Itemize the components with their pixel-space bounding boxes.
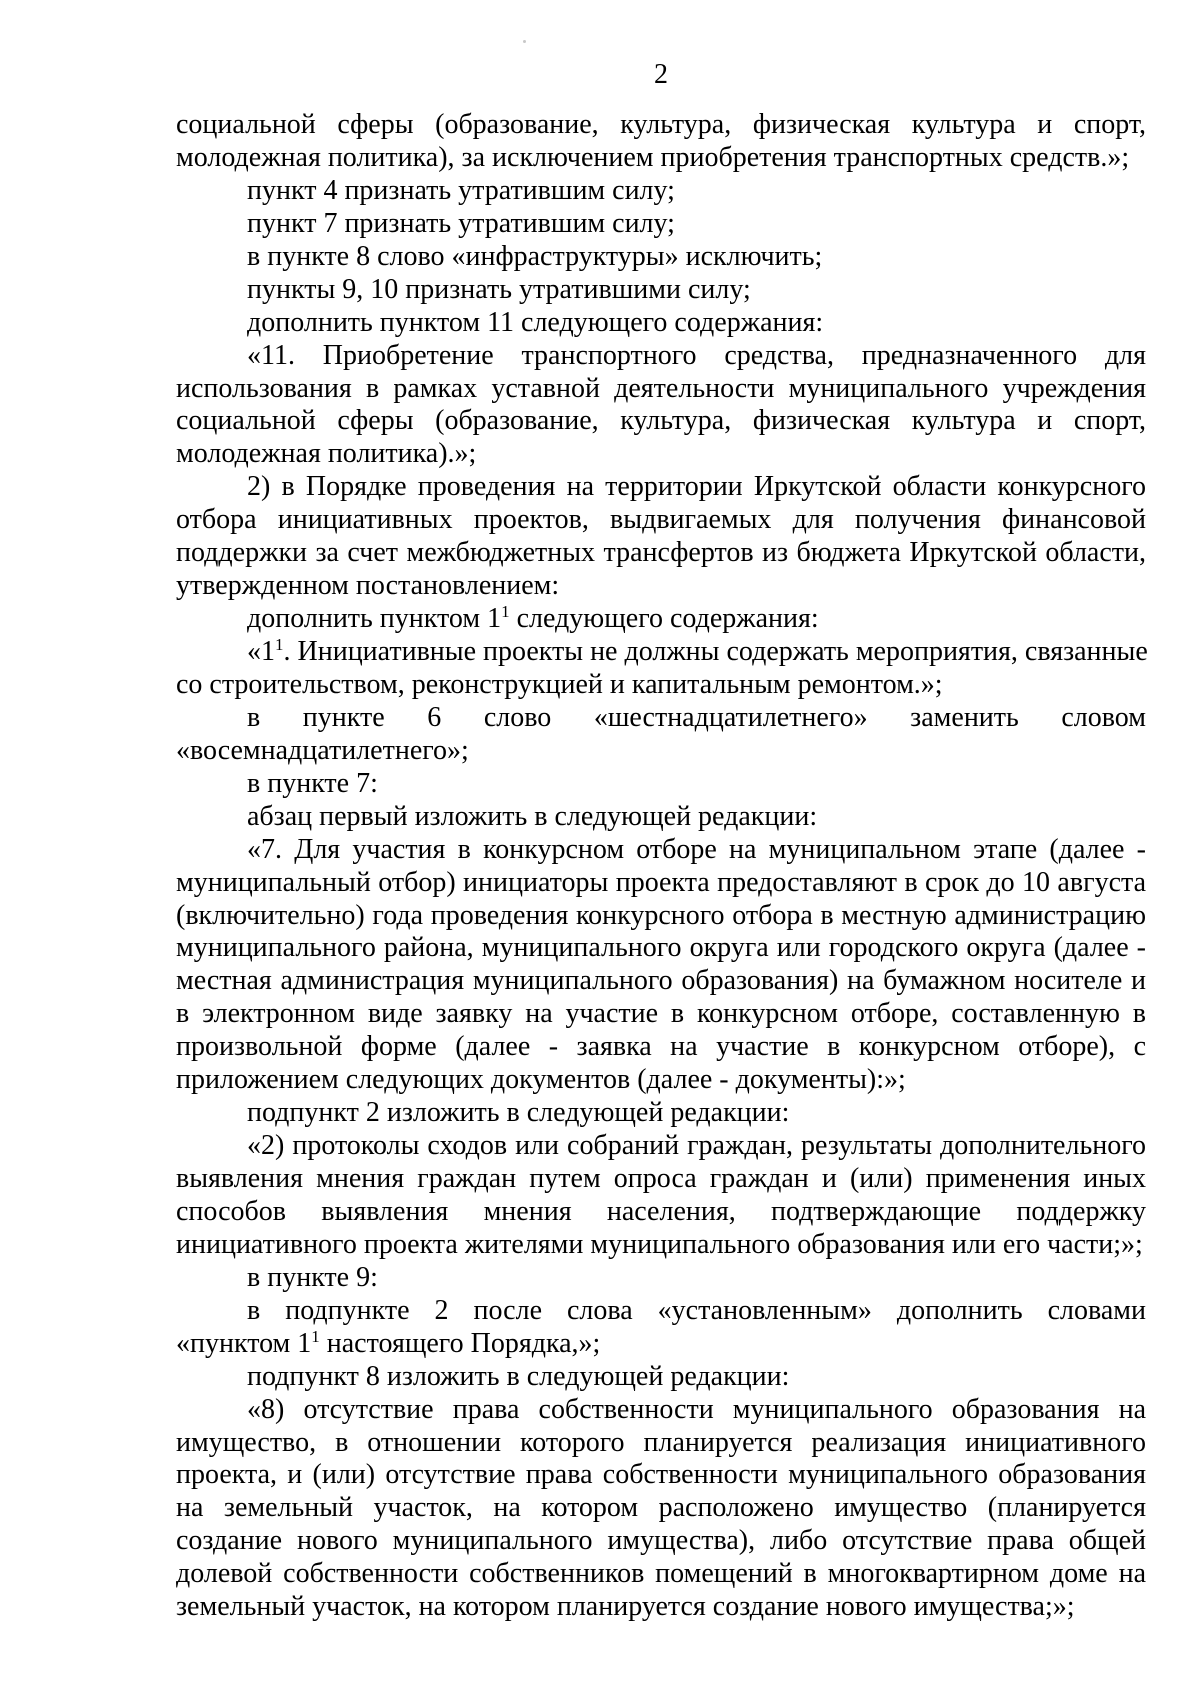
text-line (176, 1064, 1146, 1097)
text-line (176, 307, 1146, 340)
text-line (176, 1262, 1146, 1295)
line-text: местная администрация муниципального образования) на бумажном носителе и (176, 965, 1146, 997)
text-line (176, 1459, 1146, 1492)
text-line (176, 1558, 1146, 1591)
line-text: на земельный участок, на котором расположено имущество (планируется (176, 1492, 1146, 1524)
text-line (176, 241, 1146, 274)
line-text: подпункт 2 изложить в следующей редакции: (247, 1097, 790, 1129)
text-line (176, 109, 1146, 142)
text-line (176, 570, 1146, 603)
superscript: 1 (311, 1326, 320, 1346)
text-line (176, 1031, 1146, 1064)
line-text: пункты 9, 10 признать утратившими силу; (247, 273, 751, 305)
line-text: 2) в Порядке проведения на территории Иркутской области конкурсного (247, 471, 1146, 503)
text-line (176, 867, 1146, 900)
text-line (176, 405, 1146, 438)
text-line (176, 208, 1146, 241)
text-line (176, 1130, 1146, 1163)
text-line (176, 603, 1146, 636)
text-line (176, 1591, 1146, 1624)
line-text: проекта, и (или) отсутствие права собственности муниципального образования (176, 1459, 1146, 1491)
line-text: «пунктом 1 (176, 1327, 312, 1359)
text-line (176, 1492, 1146, 1525)
line-text: молодежная политика), за исключением приобретения транспортных средств.»; (176, 141, 1130, 173)
line-text: социальной сферы (образование, культура, физическая культура и спорт, (176, 109, 1146, 140)
text-line (176, 1361, 1146, 1394)
line-text: подпункт 8 изложить в следующей редакции: (247, 1360, 790, 1392)
superscript: 1 (275, 635, 284, 654)
line-text: произвольной форме (далее - заявка на участие в конкурсном отборе), с (176, 1031, 1146, 1063)
line-text: отбора инициативных проектов, выдвигаемых для получения финансовой (176, 504, 1146, 536)
line-text: утвержденном постановлением: (176, 570, 560, 602)
text-line (176, 340, 1146, 373)
text-line (176, 175, 1146, 208)
line-text: создание нового муниципального имущества), либо отсутствие права общей (176, 1525, 1146, 1557)
text-line (176, 1295, 1146, 1328)
text-line (176, 702, 1146, 735)
text-line (176, 669, 1146, 702)
line-text: способов выявления мнения населения, подтверждающие поддержку (176, 1195, 1146, 1227)
line-text: долевой собственности собственников помещений в многоквартирном доме на (176, 1558, 1146, 1590)
superscript: 1 (501, 602, 510, 622)
text-line (176, 735, 1146, 768)
line-text: «8) отсутствие права собственности муниципального образования на (247, 1393, 1146, 1425)
line-text: «2) протоколы сходов или собраний граждан, результаты дополнительного (247, 1130, 1146, 1162)
text-line (176, 438, 1146, 471)
text-line (176, 471, 1146, 504)
text-line (176, 1525, 1146, 1558)
text-line (176, 965, 1146, 998)
line-text: поддержки за счет межбюджетных трансфертов из бюджета Иркутской области, (176, 537, 1146, 569)
line-text: использования в рамках уставной деятельности муниципального учреждения (176, 372, 1146, 404)
text-line (176, 1229, 1146, 1262)
line-text: социальной сферы (образование, культура, физическая культура и спорт, (176, 405, 1146, 437)
text-line (176, 768, 1146, 801)
line-text: муниципальный отбор) инициаторы проекта предоставляют в срок до 10 августа (176, 866, 1146, 898)
line-text: имущество, в отношении которого планируется реализация инициативного (176, 1426, 1146, 1458)
text-line (176, 1394, 1146, 1427)
text-line (176, 373, 1146, 406)
line-text: в подпункте 2 после слова «установленным» дополнить словами (247, 1294, 1146, 1326)
scan-speck (523, 40, 526, 43)
line-text: в пункте 7: (247, 767, 378, 799)
line-text: выявления мнения граждан путем опроса граждан и (или) применения иных (176, 1163, 1146, 1194)
text-line (176, 504, 1146, 537)
text-line (176, 274, 1146, 307)
text-line (176, 834, 1146, 867)
text-line (176, 1163, 1146, 1196)
line-text: (включительно) года проведения конкурсного отбора в местную администрацию (176, 899, 1146, 931)
line-text: пункт 7 признать утратившим силу; (247, 207, 675, 239)
line-text: муниципального района, муниципального округа или городского округа (далее - (176, 932, 1146, 964)
text-line (176, 1196, 1146, 1229)
line-text-continued: следующего содержания: (509, 603, 819, 635)
text-line (176, 1427, 1146, 1460)
line-text: «7. Для участия в конкурсном отборе на муниципальном этапе (далее - (247, 833, 1146, 865)
document-body (176, 109, 1146, 1624)
line-text: в пункте 8 слово «инфраструктуры» исключить; (247, 240, 823, 272)
line-text: в электронном виде заявку на участие в конкурсном отборе, составленную в (176, 998, 1146, 1030)
line-text: дополнить пунктом 1 (247, 603, 502, 635)
text-line (176, 998, 1146, 1031)
line-text-continued: настоящего Порядка,»; (319, 1327, 601, 1359)
line-text: молодежная политика).»; (176, 438, 477, 470)
page-number: 2 (654, 59, 668, 90)
line-text: в пункте 9: (247, 1261, 378, 1293)
line-text: пункт 4 признать утратившим силу; (247, 174, 675, 206)
line-text-continued: . Инициативные проекты не должны содержать мероприятия, связанные (283, 636, 1148, 667)
text-line (176, 801, 1146, 834)
line-text: «1 (247, 636, 275, 667)
text-line (176, 1097, 1146, 1130)
line-text: в пункте 6 слово «шестнадцатилетнего» заменить словом (247, 701, 1146, 733)
line-text: «11. Приобретение транспортного средства, предназначенного для (247, 339, 1146, 371)
line-text: абзац первый изложить в следующей редакции: (247, 800, 818, 832)
line-text: со строительством, реконструкцией и капитальным ремонтом.»; (176, 668, 943, 700)
line-text: инициативного проекта жителями муниципального образования или его части;»; (176, 1228, 1143, 1260)
line-text: «восемнадцатилетнего»; (176, 734, 469, 766)
text-line (176, 142, 1146, 175)
text-line (176, 537, 1146, 570)
line-text: земельный участок, на котором планируется создание нового имущества;»; (176, 1591, 1075, 1623)
text-line (176, 900, 1146, 933)
text-line (176, 1328, 1146, 1361)
text-line (176, 636, 1146, 669)
line-text: дополнить пунктом 11 следующего содержания: (247, 306, 824, 338)
text-line (176, 932, 1146, 965)
line-text: приложением следующих документов (далее - документы):»; (176, 1064, 906, 1096)
